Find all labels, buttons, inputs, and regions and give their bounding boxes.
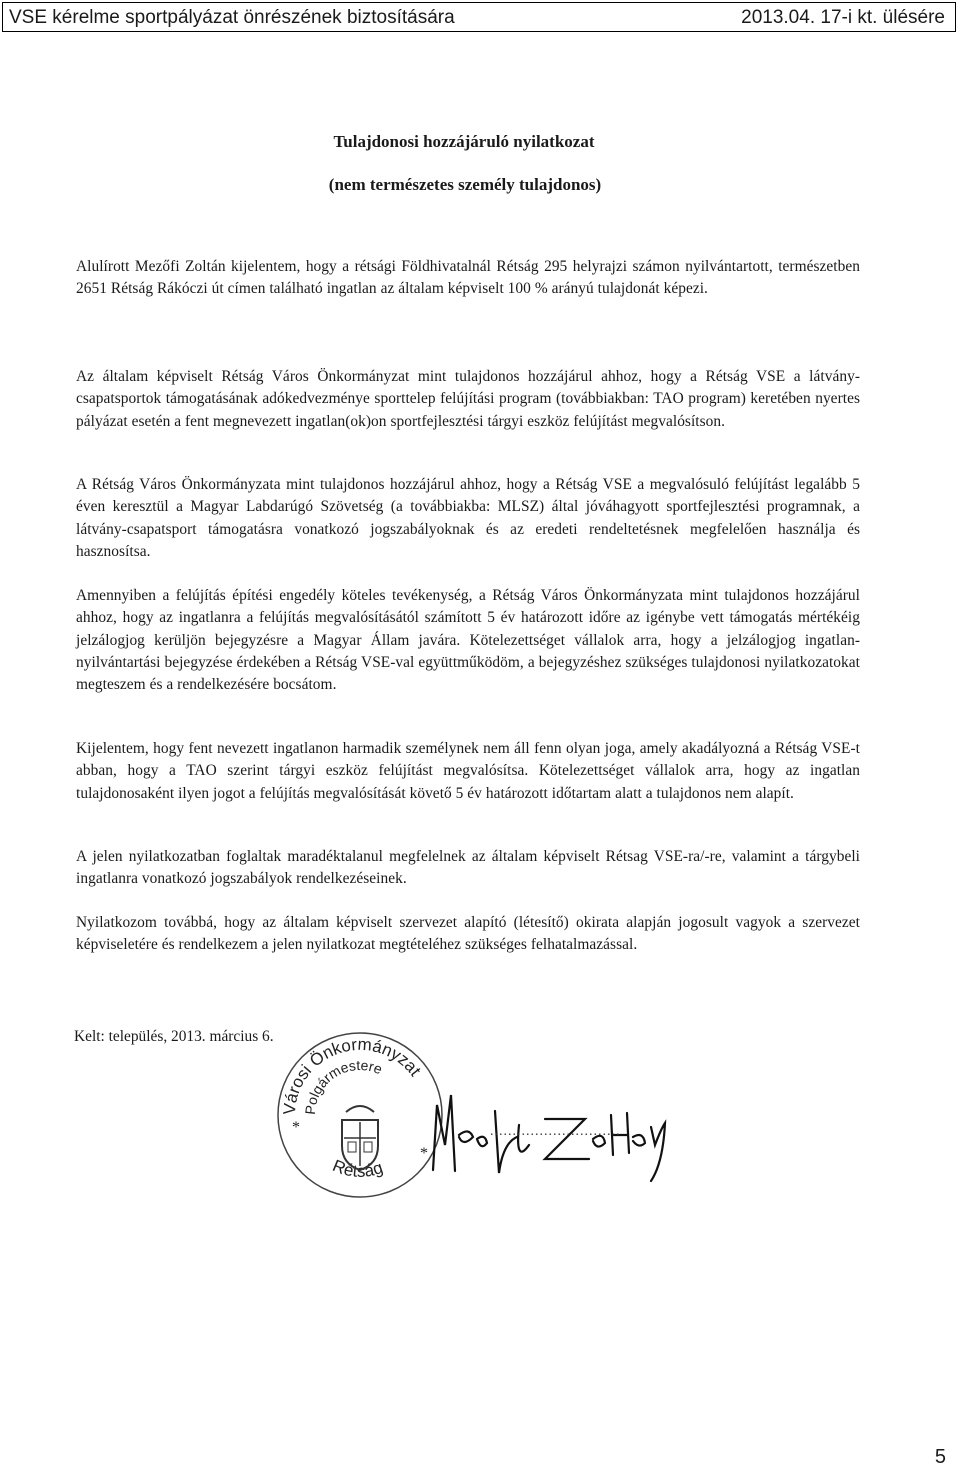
stamp-top-text: Városi Önkormányzat — [279, 1034, 425, 1116]
paragraph-third-party: Kijelentem, hogy fent nevezett ingatlanon harmadik személynek nem áll fenn olyan joga, amely akadályozná a Rétság VSE-t abban, hogy a TAO szerint tárgyi eszköz felújítást megvalósítsa. Kötelezettséget vállalok arra, hogy az ingatlan tulajdonosaként ilyen jogot a felújítás megvalósítását követő 5 év határozott időtartam alatt a tulajdonos nem alapít. — [76, 740, 860, 802]
document-subtitle: (nem természetes személy tulajdonos) — [328, 175, 602, 194]
stamp-star-left-icon: * — [292, 1119, 300, 1136]
header-bar — [2, 2, 956, 32]
date-place-line: Kelt: település, 2013. március 6. — [74, 1028, 274, 1045]
page-number: 5 — [934, 1446, 946, 1468]
header-left-title: VSE kérelme sportpályázat önrészének biztosítására — [9, 7, 455, 28]
document-title: Tulajdonosi hozzájáruló nyilatkozat — [333, 132, 595, 151]
svg-text:Városi Önkormányzat — [280, 1035, 425, 1116]
paragraph-authority: Nyilatkozom továbbá, hogy az általam képviselt szervezet alapító (létesítő) okirata alapján jogosult vagyok a szervezet képviseletére és rendelkezem a jelen nyilatkozat megtételéhez szükséges felhatalmazással. — [76, 914, 860, 954]
paragraph-ownership: Alulírott Mezőfi Zoltán kijelentem, hogy a rétsági Földhivatalnál Rétság 295 helyrajzi számon nyilvántartott, természetben 2651 Rétság Rákóczi út címen található ingatlan az általam képviselt 100 % arányú tulajdonát képezi. — [76, 258, 860, 298]
stamp-middle-text: Polgármestere — [301, 1056, 385, 1116]
paragraph-mortgage: Amennyiben a felújítás építési engedély köteles tevékenység, a Rétság Város Önkormányzata mint tulajdonos hozzájárul ahhoz, hogy az ingatlanra a felújítás megvalósításától számított 5 év határozott időre az igénybe vett támogatás mértékéig jelzálogjog kerüljön bejegyzésre a Magyar Állam javára. Kötelezettséget vállalok arra, hogy a jelzálogjog ingatlan-nyilvántartási bejegyzése érdekében a Rétság VSE-val együttműködöm, a bejegyzéshez szükséges tulajdonosi nyilatkozatokat megteszem és a rendelkezésére bocsátom. — [76, 587, 860, 694]
scanned-document — [60, 90, 880, 1181]
paragraph-usage: A Rétság Város Önkormányzata mint tulajdonos hozzájárul ahhoz, hogy a Rétság VSE a megvalósuló felújítást legalább 5 éven keresztül a Magyar Labdarúgó Szövetség (a továbbiakba: MLSZ) által jóváhagyott sportfejlesztési programnak, a látvány-csapatsport támogatásra vonatkozó jogszabályoknak és az eredeti rendeltetésnek megfelelően használja és hasznosítsa. — [76, 476, 860, 560]
stamp-bottom-text: Rétság — [329, 1156, 386, 1181]
signature-line: ............................. — [490, 1124, 621, 1139]
header-meeting-date: 2013.04. 17-i kt. ülésére — [741, 7, 945, 28]
paragraph-consent: Az általam képviselt Rétság Város Önkormányzat mint tulajdonos hozzájárul ahhoz, hogy a Rétság VSE a látvány-csapatsportok támogatásának adókedvezménye sporttelep felújítási program (továbbiakban: TAO program) keretében nyertes pályázat esetén a fent megnevezett ingatlan(ok)on sportfejlesztési tárgyi eszköz felújítást megvalósítson. — [76, 368, 860, 430]
paragraph-compliance: A jelen nyilatkozatban foglaltak maradéktalanul megfelelnek az általam képviselt Rétsag VSE-ra/-re, valamint a tárgybeli ingatlanra vonatkozó jogszabályok rendelkezéseinek. — [76, 848, 860, 888]
stamp-star-right-icon: * — [420, 1145, 428, 1162]
